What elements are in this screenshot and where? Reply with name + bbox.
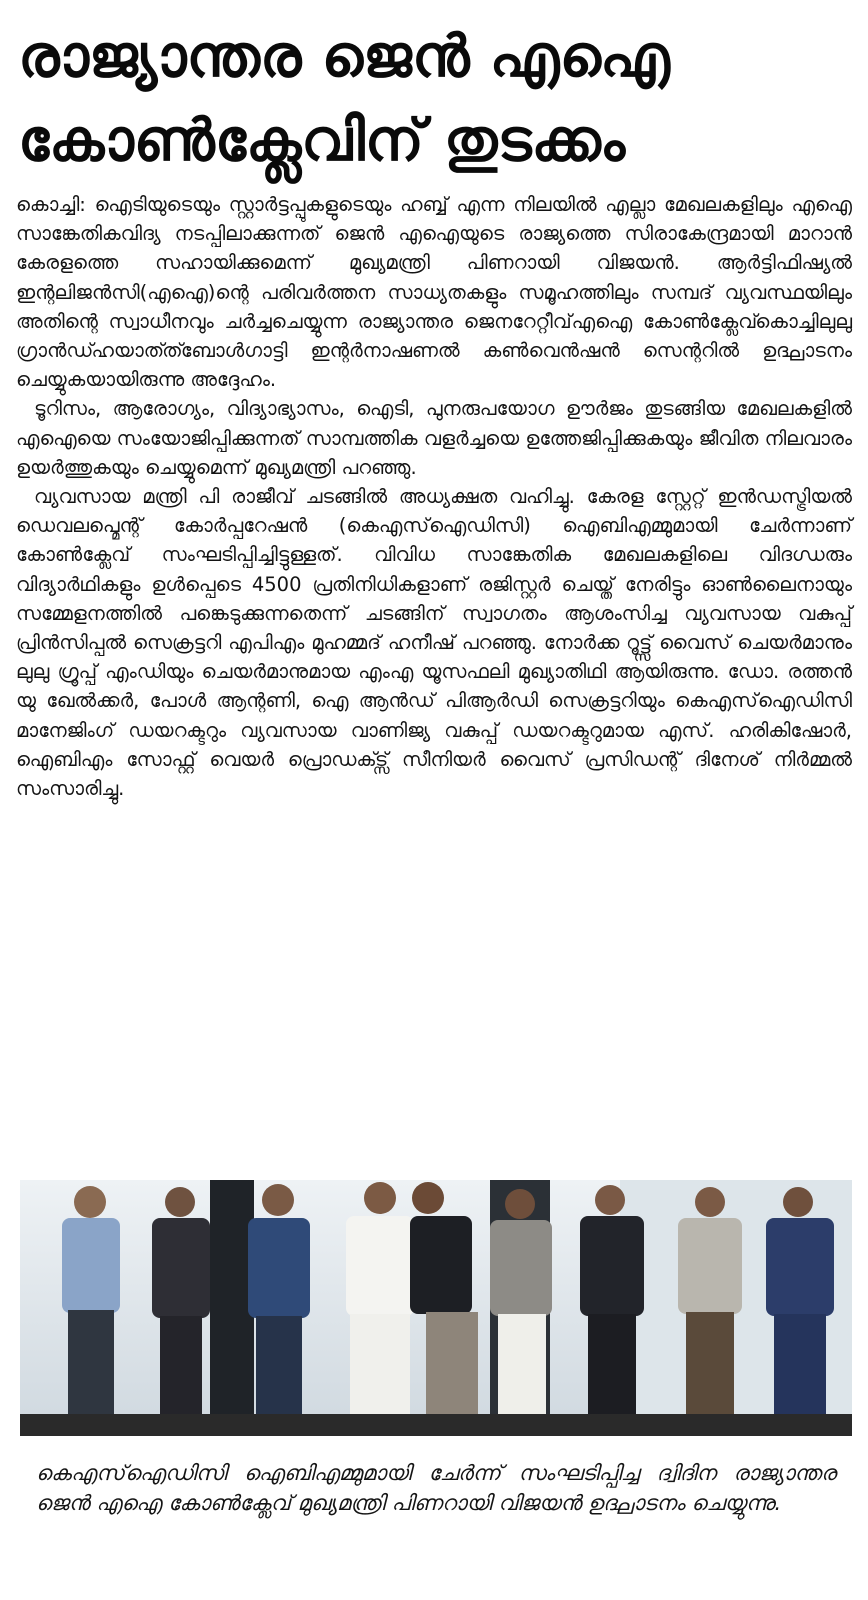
headline [18,14,850,182]
photo-caption: കെഎസ്ഐഡിസി ഐബിഎമ്മുമായി ചേർന്ന് സംഘടിപ്പിച്ച ദ്വിദിന രാജ്യാന്തര ജെൻ എഐ കോൺക്ലേവ് മുഖ്യമന്ത്രി പിണറായി വിജയൻ ഉദ്ഘാടനം ചെയ്യുന്നു. [36,1461,836,1515]
article-paragraph-3: വ്യവസായ മന്ത്രി പി രാജീവ് ചടങ്ങിൽ അധ്യക്ഷത വഹിച്ചു. കേരള സ്റ്റേറ്റ് ഇൻഡസ്ട്രിയൽ ഡെവലപ്മെന്റ് കോർപ്പറേഷൻ (കെഎസ്ഐഡിസി) ഐബിഎമ്മുമായി ചേർന്നാണ് കോൺക്ലേവ് സംഘടിപ്പിച്ചിട്ടുള്ളത്. വിവിധ സാങ്കേതിക മേഖലകളിലെ വിദഗ്ധരും വിദ്യാർഥികളും ഉൾപ്പെടെ 4500 പ്രതിനിധികളാണ് രജിസ്റ്റർ ചെയ്ത് നേരിട്ടും ഓൺലൈനായും സമ്മേളനത്തിൽ പങ്കെടുക്കുന്നതെന്ന് ചടങ്ങിന് സ്വാഗതം ആശംസിച്ച വ്യവസായ വകുപ്പ് പ്രിൻസിപ്പൽ സെക്രട്ടറി എപിഎം മുഹമ്മദ് ഹനീഷ് പറഞ്ഞു. നോർക്ക റൂട്ട്സ് വൈസ് ചെയർമാനും ലുലു ഗ്രൂപ്പ് എംഡിയും ചെയർമാനുമായ എംഎ യൂസഫലി മുഖ്യാതിഥി ആയിരുന്നു. ഡോ. രത്തൻ യു ഖേൽക്കർ, പോൾ ആന്റണി, ഐ ആൻഡ് പിആർഡി സെക്രട്ടറിയും കെഎസ്ഐഡിസി മാനേജിംഗ് ഡയറക്ടറും വ്യവസായ വാണിജ്യ വകുപ്പ് ഡയറക്ടറുമായ എസ്. ഹരികിഷോർ, ഐബിഎം സോഫ്റ്റ് വെയർ പ്രൊഡക്ട്സ് സീനിയർ വൈസ് പ്രസിഡന്റ് ദിനേശ് നിർമ്മൽ സംസാരിച്ചു. [16,485,852,801]
person-1 [62,1186,120,1414]
headline-line-2: കോൺക്ലേവിന് തുടക്കം [18,106,626,174]
person-7 [580,1185,644,1414]
article-body [16,190,852,803]
event-photo-illustration [20,1180,852,1436]
event-photo [20,1180,852,1436]
article-paragraph-2: ടൂറിസം, ആരോഗ്യം, വിദ്യാഭ്യാസം, ഐടി, പുനരുപയോഗ ഊർജം തുടങ്ങിയ മേഖലകളിൽ എഐയെ സംയോജിപ്പിക്കുന്നത് സാമ്പത്തിക വളർച്ചയെ ഉത്തേജിപ്പിക്കുകയും ജീവിത നിലവാരം ഉയർത്തുകയും ചെയ്യുമെന്ന് മുഖ്യമന്ത്രി പറഞ്ഞു. [16,397,852,479]
person-9 [766,1187,834,1414]
person-8 [678,1187,742,1414]
person-2 [152,1187,210,1414]
article-paragraph-1: കൊച്ചി: ഐടിയുടെയും സ്റ്റാർട്ടപ്പുകളുടെയും ഹബ്ബ് എന്ന നിലയിൽ എല്ലാ മേഖലകളിലും എഐ സാങ്കേതികവിദ്യ നടപ്പിലാക്കുന്നത് ജെൻ എഐയുടെ രാജ്യത്തെ സിരാകേന്ദ്രമായി മാറാൻ കേരളത്തെ സഹായിക്കുമെന്ന് മുഖ്യമന്ത്രി പിണറായി വിജയൻ. ആർട്ടിഫിഷ്യൽ ഇന്റലിജൻസി(എഐ)ന്റെ പരിവർത്തന സാധ്യതകളും സമൂഹത്തിലും സമ്പദ് വ്യവസ്ഥയിലും അതിന്റെ സ്വാധീനവും ചർച്ചചെയ്യുന്ന രാജ്യാന്തര ജെനറേറ്റീവ്എഐ കോൺക്ലേവ്കൊച്ചിലുലു ഗ്രാൻഡ്ഹയാത്ത്ബോൾഗാട്ടി ഇന്റർനാഷണൽ കൺവെൻഷൻ സെന്ററിൽ ഉദ്ഘാടനം ചെയ്യുകയായിരുന്നു അദ്ദേഹം. [16,193,852,392]
person-4 [346,1182,414,1414]
headline-line-1: രാജ്യാന്തര ജെൻ എഐ [18,22,670,90]
person-3 [248,1184,310,1414]
person-6 [490,1189,552,1414]
